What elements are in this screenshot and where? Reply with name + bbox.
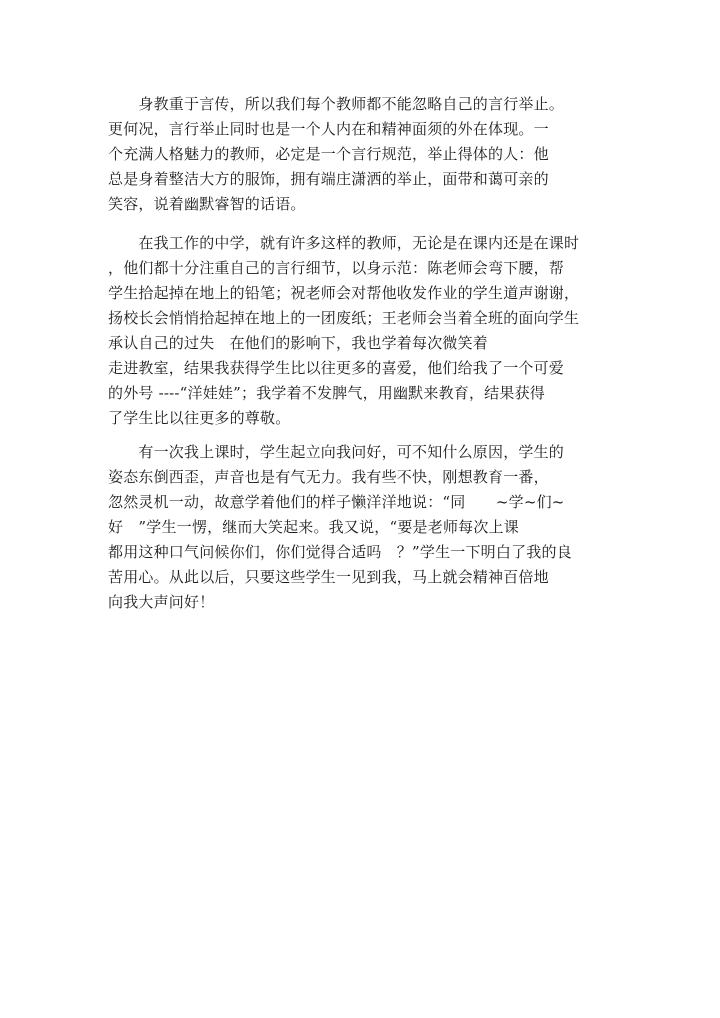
paragraph-line: 学生拾起掉在地上的铅笔；祝老师会对帮他收发作业的学生道声谢谢，	[108, 284, 580, 302]
paragraph-line: 承认自己的过失 在他们的影响下，我也学着每次微笑着	[108, 334, 489, 352]
paragraph-line: 走进教室，结果我获得学生比以往更多的喜爱，他们给我了一个可爱	[108, 359, 565, 377]
paragraph-line: 身教重于言传，所以我们每个教师都不能忽略自己的言行举止。	[108, 95, 565, 113]
paragraph-line: 苦用心。从此以后，只要这些学生一见到我，马上就会精神百倍地	[108, 568, 549, 586]
paragraph-line: 忽然灵机一动，故意学着他们的样子懒洋洋地说：“同 ~学~们~	[108, 493, 565, 511]
paragraph-3	[108, 440, 608, 615]
paragraph-line: 向我大声问好！	[108, 593, 215, 611]
paragraph-line: 笑容，说着幽默睿智的话语。	[108, 195, 306, 213]
paragraph-line: 都用这种口气问候你们，你们觉得合适吗 ？”学生一下明白了我的良	[108, 543, 572, 561]
paragraph-line: ，他们都十分注重自己的言行细节，以身示范：陈老师会弯下腰，帮	[108, 259, 565, 277]
paragraph-line: 个充满人格魅力的教师，必定是一个言行规范，举止得体的人：他	[108, 145, 549, 163]
paragraph-line: 了学生比以往更多的尊敬。	[108, 409, 291, 427]
paragraph-line: 姿态东倒西歪，声音也是有气无力。我有些不快，刚想教育一番，	[108, 468, 549, 486]
paragraph-line: 好 ”学生一愣，继而大笑起来。我又说，“要是老师每次上课	[108, 518, 519, 536]
paragraph-line: 扬校长会悄悄拾起掉在地上的一团废纸；王老师会当着全班的面向学生	[108, 309, 580, 327]
paragraph-2	[108, 231, 608, 431]
paragraph-line: 的外号 ----“洋娃娃”；我学着不发脾气，用幽默来教育，结果获得	[108, 384, 545, 402]
paragraph-line: 更何况，言行举止同时也是一个人内在和精神面须的外在体现。一	[108, 120, 549, 138]
paragraph-line: 在我工作的中学，就有许多这样的教师，无论是在课内还是在课时	[108, 234, 580, 252]
paragraph-line: 有一次我上课时，学生起立向我问好，可不知什么原因，学生的	[108, 443, 565, 461]
paragraph-line: 总是身着整洁大方的服饰，拥有端庄潇洒的举止，面带和蔼可亲的	[108, 170, 549, 188]
paragraph-1	[108, 92, 608, 217]
